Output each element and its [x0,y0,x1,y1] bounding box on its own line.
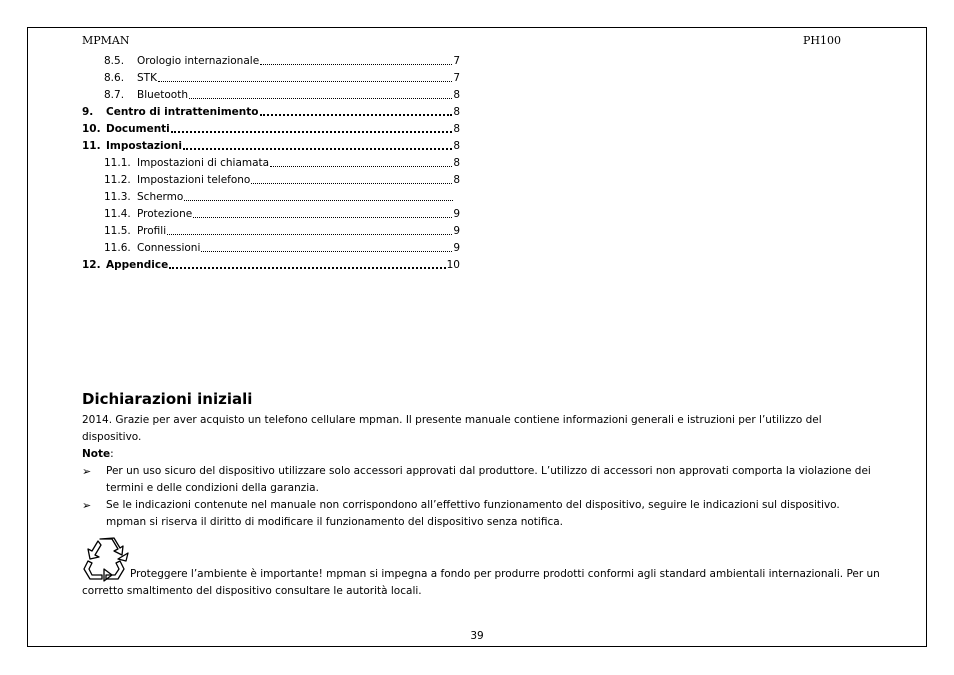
toc-page-number: 9 [453,207,460,220]
toc-number: 11.2. [104,173,131,186]
toc-number: 9. [82,105,94,118]
intro-paragraph: 2014. Grazie per aver acquisto un telefono cellulare mpman. Il presente manuale contiene informazioni generali e istruzioni per l’utilizzo del dispositivo. [82,414,822,443]
toc-leader-dots [260,63,452,65]
toc-entry[interactable] [82,120,460,137]
toc-number: 8.5. [104,54,125,67]
section-title: Dichiarazioni iniziali [82,390,253,408]
toc-page-number: 8 [453,88,460,101]
toc-page-number: 8 [453,122,460,135]
toc-leader-dots [270,165,452,167]
toc-leader-dots [169,266,445,269]
toc-entry[interactable] [82,256,460,273]
toc-entry[interactable] [82,188,460,205]
arrow-bullet-icon: ➢ [82,465,92,478]
toc-leader-dots [201,250,452,252]
toc-title: Profili [137,224,167,237]
toc-title: Bluetooth [137,88,188,101]
toc-number: 10. [82,122,101,135]
note-label: Note [82,448,111,460]
list-item [82,497,882,531]
toc-page-number: 8 [453,139,460,152]
toc-number: 11.4. [104,207,131,220]
toc-leader-dots [183,147,452,150]
environment-text: Proteggere l’ambiente è importante! mpman si impegna a fondo per produrre prodotti conformi agli standard ambientali internazionali. Per un corretto smaltimento del dispositivo consultare le autorità locali. [82,568,880,597]
toc-entry[interactable] [82,103,460,120]
page-number: 39 [470,630,484,642]
toc-leader-dots [193,216,452,218]
toc-title: Centro di intrattenimento [106,105,259,118]
toc-number: 12. [82,258,101,271]
declaration-section [82,390,882,600]
toc-entry[interactable] [82,69,460,86]
toc-title: Orologio internazionale [137,54,260,67]
toc-entry[interactable] [82,239,460,256]
toc-page-number: 8 [453,105,460,118]
toc-entry[interactable] [82,222,460,239]
arrow-bullet-icon: ➢ [82,499,92,512]
toc-title: Connessioni [137,241,201,254]
note-list [82,463,882,531]
list-item [82,463,882,497]
toc-title: Impostazioni [106,139,182,152]
toc-page-number: 7 [453,71,460,84]
toc-entry[interactable] [82,171,460,188]
toc-leader-dots [171,130,453,133]
toc-title: Impostazioni telefono [137,173,251,186]
toc-title: Documenti [106,122,170,135]
toc-page-number: 8 [453,173,460,186]
toc-leader-dots [184,199,453,201]
toc-number: 8.7. [104,88,125,101]
toc-number: 11.6. [104,241,131,254]
toc-page-number: 7 [453,54,460,67]
toc-title: Schermo [137,190,184,203]
note-line [82,446,882,463]
toc-entry[interactable] [82,86,460,103]
toc-title: Protezione [137,207,193,220]
toc-entry[interactable] [82,154,460,171]
toc-number: 11.1. [104,156,131,169]
toc-number: 11.5. [104,224,131,237]
toc-leader-dots [251,182,452,184]
toc-title: STK [137,71,157,84]
header-model: PH100 [803,34,841,47]
bullet-text: Se le indicazioni contenute nel manuale non corrispondono all’effettivo funzionamento del dispositivo, seguire le indicazioni sul dispositivo. mpman si riserva il diritto di modificare il funzionamento del dispositivo senza notifica. [106,499,840,528]
table-of-contents [82,52,460,273]
toc-entry[interactable] [82,205,460,222]
header-brand: MPMAN [82,34,130,47]
bullet-text: Per un uso sicuro del dispositivo utilizzare solo accessori approvati dal produttore. L’utilizzo di accessori non approvati comporta la violazione dei termini e delle condizioni della garanzia. [106,465,871,494]
toc-title: Appendice [106,258,169,271]
toc-page-number: 8 [453,156,460,169]
toc-page-number: 9 [453,241,460,254]
toc-number: 11. [82,139,101,152]
toc-leader-dots [260,113,453,116]
recycle-icon [82,535,130,583]
toc-number: 8.6. [104,71,125,84]
toc-leader-dots [167,233,452,235]
environment-block [82,535,882,600]
toc-entry[interactable] [82,52,460,69]
note-colon: : [110,448,114,460]
toc-entry[interactable] [82,137,460,154]
toc-title: Impostazioni di chiamata [137,156,270,169]
toc-leader-dots [189,97,452,99]
toc-number: 11.3. [104,190,131,203]
toc-leader-dots [158,80,452,82]
toc-page-number: 9 [453,224,460,237]
toc-page-number: 10 [446,258,460,271]
